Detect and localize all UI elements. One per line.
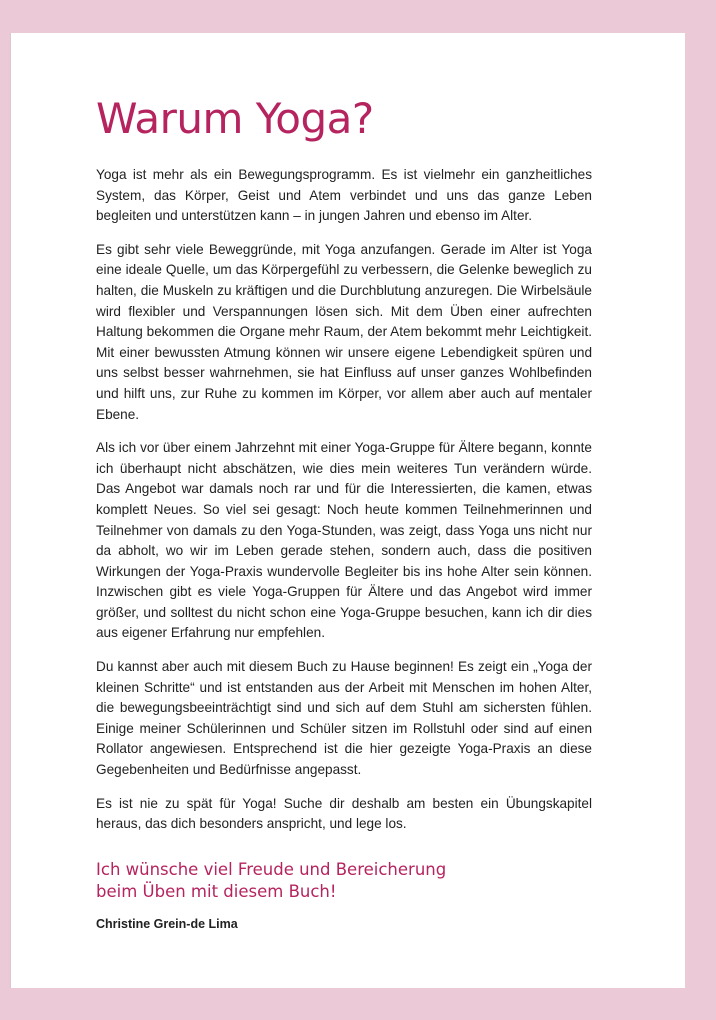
paragraph-encouragement: Es ist nie zu spät für Yoga! Suche dir deshalb am besten ein Übungskapitel heraus, das dich besonders anspricht, und lege los. [96,795,592,832]
closing-wish-line-1: Ich wünsche viel Freude und Bereicherung [96,859,447,879]
closing-wish [96,859,592,903]
page-title: Warum Yoga? [96,94,374,143]
paragraph-book: Du kannst aber auch mit diesem Buch zu Hause beginnen! Es zeigt ein „Yoga der kleinen Schritte“ und ist entstanden aus der Arbeit mit Menschen im hohen Alter, die bewegungsbeeinträchtigt sind und sich auf dem Stuhl am sichersten fühlen. Einige meiner Schülerinnen und Schüler sitzen im Rollstuhl oder sind auf einen Rollator angewiesen. Entsprechend ist die hier gezeigte Yoga-Praxis an diese Gegebenheiten und Bedürfnisse angepasst. [96,659,592,778]
paragraph-intro: Yoga ist mehr als ein Bewegungsprogramm. Es ist vielmehr ein ganzheitliches System, das Körper, Geist und Atem verbindet und uns das ganze Leben begleiten und unterstützen kann – in jungen Jahren und ebenso im Alter. [96,167,592,224]
author-signature: Christine Grein-de Lima [96,916,238,931]
closing-wish-line-2: beim Üben mit diesem Buch! [96,881,337,901]
document-page [10,33,685,988]
paragraph-experience: Als ich vor über einem Jahrzehnt mit einer Yoga-Gruppe für Ältere begann, konnte ich überhaupt nicht abschätzen, wie dies mein weiteres Tun verändern würde. Das Angebot war damals noch rar und für die Interessierten, die kamen, etwas komplett Neues. So viel sei gesagt: Noch heute kommen Teilnehmerinnen und Teilnehmer von damals zu den Yoga-Stunden, was zeigt, dass Yoga uns nicht nur da abholt, wo wir im Leben gerade stehen, sondern auch, dass die positiven Wirkungen der Yoga-Praxis wundervolle Begleiter bis ins hohe Alter sein können. Inzwischen gibt es viele Yoga-Gruppen für Ältere und das Angebot wird immer größer, und solltest du nicht schon eine Yoga-Gruppe besuchen, kann ich dir dies aus eigener Erfahrung nur empfehlen. [96,440,592,641]
page-content [96,93,592,931]
paragraph-motivation: Es gibt sehr viele Beweggründe, mit Yoga anzufangen. Gerade im Alter ist Yoga eine ideale Quelle, um das Körpergefühl zu verbessern, die Gelenke beweglich zu halten, die Muskeln zu kräftigen und die Durchblutung anzuregen. Die Wirbelsäule wird flexibler und Verspannungen lösen sich. Mit dem Üben einer aufrechten Haltung bekommen die Organe mehr Raum, der Atem bekommt mehr Leichtigkeit. Mit einer bewussten Atmung können wir unsere eigene Lebendigkeit spüren und uns selbst besser wahrnehmen, sie hat Einfluss auf unser ganzes Wohlbefinden und hilft uns, zur Ruhe zu kommen im Körper, vor allem aber auch auf mentaler Ebene. [96,241,592,422]
